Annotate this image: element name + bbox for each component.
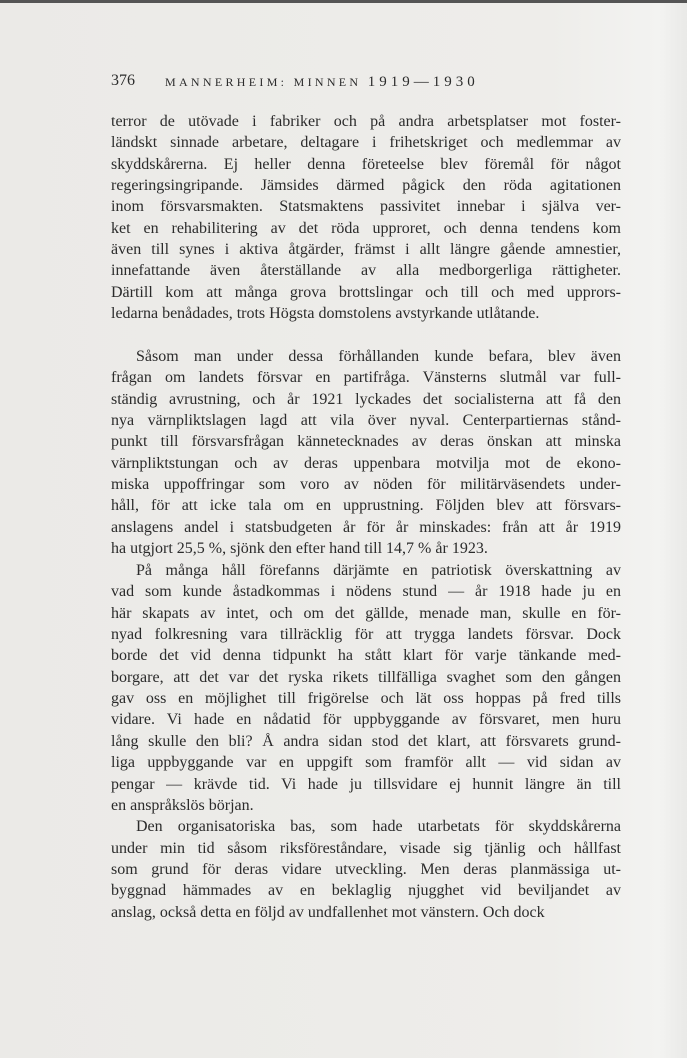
text-line: ledarna benådades, trots Högsta domstolens avstyrkande utlåtande. xyxy=(111,305,540,323)
text-line: regeringsingripande. Jämsides därmed pågick den röda agitationen xyxy=(111,177,621,195)
page-number: 376 xyxy=(111,72,135,89)
text-line: ständig avrustning, och år 1921 lyckades det socialisterna att få den xyxy=(111,390,621,408)
text-line: gav oss en möjlighet till frigörelse och lät oss hoppas på fred tills xyxy=(111,690,621,708)
text-line: byggnad hämmades av en beklaglig njugghet vid beviljandet av xyxy=(111,882,621,900)
text-line: ha utgjort 25,5 %, sjönk den efter hand till 14,7 % år 1923. xyxy=(111,540,488,558)
page-header xyxy=(111,72,631,94)
text-line: håll, för att icke tala om en upprustning. Följden blev att försvars- xyxy=(111,497,621,515)
text-line: inom försvarsmakten. Statsmaktens passivitet innebar i själva ver- xyxy=(111,198,621,216)
text-line: vidare. Vi hade en nådatid för uppbyggande av försvaret, men huru xyxy=(111,711,621,729)
text-line: lång skulle den bli? Å andra sidan stod det klart, att försvarets grund- xyxy=(111,732,621,750)
text-line: här skapats av intet, och om det gällde, menade man, skulle en för- xyxy=(111,604,621,622)
text-line: miska uppoffringar som voro av nöden för militärväsendets under- xyxy=(111,476,621,494)
text-line: nyad folkresning vara tillräcklig för att trygga landets försvar. Dock xyxy=(111,626,621,644)
text-line: vad som kunde åstadkommas i nödens stund — år 1918 hade ju en xyxy=(111,583,621,601)
scan-edge xyxy=(0,0,687,3)
text-line: borgare, att det var det ryska rikets tillfälliga svaghet som den gången xyxy=(111,668,621,686)
text-line: värnpliktstungan och av deras uppenbara motvilja mot de ekono- xyxy=(111,454,621,472)
text-line: punkt till försvarsfrågan kännetecknades av deras önskan att minska xyxy=(111,433,621,451)
text-line: pengar — krävde tid. Vi hade ju tillsvidare ej hunnit längre än till xyxy=(111,775,621,793)
running-head-title: MANNERHEIM: MINNEN xyxy=(165,75,362,89)
text-line: även till synes i aktiva åtgärder, främst i allt längre gående amnestier, xyxy=(111,241,621,259)
text-line: en anspråkslös början. xyxy=(111,796,254,814)
text-line: nya värnpliktslagen lagd att vila över nyval. Centerpartiernas stånd- xyxy=(111,412,621,430)
text-line: terror de utövade i fabriker och på andra arbetsplatser mot foster- xyxy=(111,113,621,130)
text-line: liga uppbyggande var en uppgift som framför allt — vid sidan av xyxy=(111,754,621,772)
text-line: som grund för deras vidare utveckling. Men deras planmässiga ut- xyxy=(111,860,621,878)
running-head xyxy=(165,74,479,91)
text-line: ket en rehabilitering av det röda upproret, och denna tendens kom xyxy=(111,219,621,237)
text-line: Därtill kom att många grova brottslingar och till och med upprors- xyxy=(111,283,621,301)
text-line: frågan om landets försvar en partifråga. Vänsterns slutmål var full- xyxy=(111,369,621,387)
text-line: under min tid såsom riksföreståndare, visade sig tjänlig och hållfast xyxy=(111,839,621,857)
text-line: anslagens andel i statsbudgeten år för år minskades: från att år 1919 xyxy=(111,518,621,536)
text-line: På många håll förefanns därjämte en patriotisk överskattning av xyxy=(136,562,621,579)
text-line: anslag, också detta en följd av undfallenhet mot vänstern. Och dock xyxy=(111,903,545,921)
running-head-years: 1919—1930 xyxy=(367,74,479,90)
text-line: Såsom man under dessa förhållanden kunde befara, blev även xyxy=(136,348,621,365)
text-line: ländskt sinnade arbetare, deltagare i frihetskriget och medlemmar av xyxy=(111,134,621,152)
text-line: borde det vid denna tidpunkt ha stått klart för varje tänkande med- xyxy=(111,647,621,665)
text-line: Den organisatoriska bas, som hade utarbetats för skyddskårerna xyxy=(136,818,621,836)
text-line: innefattande även återställande av alla medborgerliga rättigheter. xyxy=(111,262,621,280)
text-line: skyddskårerna. Ej heller denna företeelse blev föremål för något xyxy=(111,155,621,173)
